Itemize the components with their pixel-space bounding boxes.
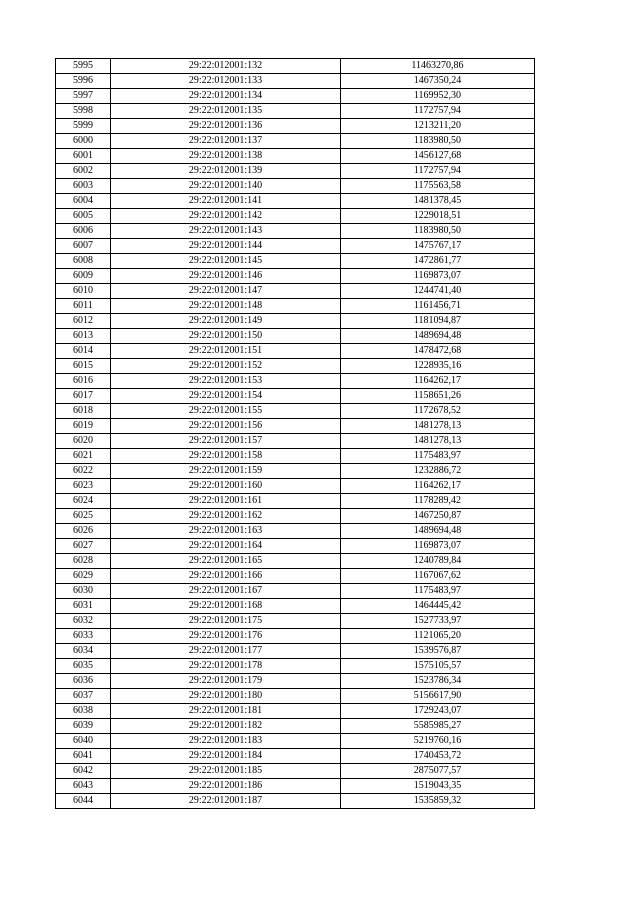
table-body [56, 59, 535, 809]
table-row [56, 734, 535, 749]
row-number-cell: 5999 [56, 119, 111, 134]
table-row [56, 689, 535, 704]
cadastral-number-cell: 29:22:012001:185 [111, 764, 341, 779]
value-cell: 1539576,87 [341, 644, 535, 659]
row-number-cell: 6014 [56, 344, 111, 359]
value-cell: 1158651,26 [341, 389, 535, 404]
cadastral-number-cell: 29:22:012001:176 [111, 629, 341, 644]
row-number-cell: 6012 [56, 314, 111, 329]
cadastral-number-cell: 29:22:012001:159 [111, 464, 341, 479]
row-number-cell: 6042 [56, 764, 111, 779]
row-number-cell: 6039 [56, 719, 111, 734]
cadastral-number-cell: 29:22:012001:158 [111, 449, 341, 464]
cadastral-number-cell: 29:22:012001:144 [111, 239, 341, 254]
value-cell: 1183980,50 [341, 224, 535, 239]
table-row [56, 779, 535, 794]
value-cell: 1229018,51 [341, 209, 535, 224]
row-number-cell: 6022 [56, 464, 111, 479]
value-cell: 1172678,52 [341, 404, 535, 419]
value-cell: 1478472,68 [341, 344, 535, 359]
table-row [56, 164, 535, 179]
table-row [56, 59, 535, 74]
cadastral-number-cell: 29:22:012001:162 [111, 509, 341, 524]
table-row [56, 269, 535, 284]
row-number-cell: 6013 [56, 329, 111, 344]
table-row [56, 254, 535, 269]
row-number-cell: 6005 [56, 209, 111, 224]
table-row [56, 704, 535, 719]
row-number-cell: 6030 [56, 584, 111, 599]
value-cell: 1169952,30 [341, 89, 535, 104]
table-row [56, 104, 535, 119]
row-number-cell: 6025 [56, 509, 111, 524]
table-row [56, 329, 535, 344]
table-row [56, 449, 535, 464]
cadastral-number-cell: 29:22:012001:139 [111, 164, 341, 179]
table-row [56, 194, 535, 209]
table-row [56, 404, 535, 419]
table-row [56, 479, 535, 494]
row-number-cell: 6018 [56, 404, 111, 419]
table-row [56, 344, 535, 359]
cadastral-number-cell: 29:22:012001:141 [111, 194, 341, 209]
row-number-cell: 6036 [56, 674, 111, 689]
table-row [56, 89, 535, 104]
value-cell: 1489694,48 [341, 329, 535, 344]
table-row [56, 224, 535, 239]
cadastral-number-cell: 29:22:012001:157 [111, 434, 341, 449]
value-cell: 1244741,40 [341, 284, 535, 299]
table-row [56, 569, 535, 584]
value-cell: 1464445,42 [341, 599, 535, 614]
table-row [56, 494, 535, 509]
cadastral-number-cell: 29:22:012001:166 [111, 569, 341, 584]
value-cell: 1475767,17 [341, 239, 535, 254]
cadastral-number-cell: 29:22:012001:180 [111, 689, 341, 704]
value-cell: 1169873,07 [341, 269, 535, 284]
row-number-cell: 6032 [56, 614, 111, 629]
value-cell: 1523786,34 [341, 674, 535, 689]
cadastral-number-cell: 29:22:012001:167 [111, 584, 341, 599]
cadastral-number-cell: 29:22:012001:137 [111, 134, 341, 149]
table-row [56, 284, 535, 299]
table-row [56, 434, 535, 449]
row-number-cell: 6008 [56, 254, 111, 269]
value-cell: 1175483,97 [341, 449, 535, 464]
row-number-cell: 5995 [56, 59, 111, 74]
row-number-cell: 6027 [56, 539, 111, 554]
cadastral-number-cell: 29:22:012001:165 [111, 554, 341, 569]
table-row [56, 614, 535, 629]
value-cell: 1161456,71 [341, 299, 535, 314]
cadastral-number-cell: 29:22:012001:163 [111, 524, 341, 539]
data-table [55, 58, 535, 809]
table-row [56, 659, 535, 674]
value-cell: 5585985,27 [341, 719, 535, 734]
cadastral-number-cell: 29:22:012001:160 [111, 479, 341, 494]
row-number-cell: 6044 [56, 794, 111, 809]
table-row [56, 629, 535, 644]
table-row [56, 509, 535, 524]
row-number-cell: 6024 [56, 494, 111, 509]
cadastral-number-cell: 29:22:012001:154 [111, 389, 341, 404]
value-cell: 1181094,87 [341, 314, 535, 329]
value-cell: 1489694,48 [341, 524, 535, 539]
cadastral-number-cell: 29:22:012001:161 [111, 494, 341, 509]
row-number-cell: 6003 [56, 179, 111, 194]
table-row [56, 719, 535, 734]
row-number-cell: 6011 [56, 299, 111, 314]
row-number-cell: 6035 [56, 659, 111, 674]
cadastral-number-cell: 29:22:012001:182 [111, 719, 341, 734]
row-number-cell: 6041 [56, 749, 111, 764]
value-cell: 1575105,57 [341, 659, 535, 674]
value-cell: 1213211,20 [341, 119, 535, 134]
row-number-cell: 6034 [56, 644, 111, 659]
table-row [56, 149, 535, 164]
row-number-cell: 6015 [56, 359, 111, 374]
cadastral-number-cell: 29:22:012001:142 [111, 209, 341, 224]
value-cell: 1472861,77 [341, 254, 535, 269]
cadastral-number-cell: 29:22:012001:156 [111, 419, 341, 434]
table-row [56, 179, 535, 194]
row-number-cell: 6023 [56, 479, 111, 494]
table-row [56, 524, 535, 539]
table-row [56, 584, 535, 599]
cadastral-number-cell: 29:22:012001:133 [111, 74, 341, 89]
value-cell: 5156617,90 [341, 689, 535, 704]
cadastral-number-cell: 29:22:012001:148 [111, 299, 341, 314]
row-number-cell: 6019 [56, 419, 111, 434]
value-cell: 1172757,94 [341, 104, 535, 119]
row-number-cell: 6000 [56, 134, 111, 149]
cadastral-number-cell: 29:22:012001:132 [111, 59, 341, 74]
cadastral-number-cell: 29:22:012001:164 [111, 539, 341, 554]
value-cell: 2875077,57 [341, 764, 535, 779]
row-number-cell: 6033 [56, 629, 111, 644]
value-cell: 1175483,97 [341, 584, 535, 599]
cadastral-number-cell: 29:22:012001:152 [111, 359, 341, 374]
table-row [56, 764, 535, 779]
cadastral-number-cell: 29:22:012001:177 [111, 644, 341, 659]
row-number-cell: 6002 [56, 164, 111, 179]
value-cell: 1535859,32 [341, 794, 535, 809]
value-cell: 1481278,13 [341, 434, 535, 449]
row-number-cell: 6001 [56, 149, 111, 164]
table-row [56, 419, 535, 434]
value-cell: 1467350,24 [341, 74, 535, 89]
value-cell: 5219760,16 [341, 734, 535, 749]
table-row [56, 239, 535, 254]
row-number-cell: 6006 [56, 224, 111, 239]
value-cell: 1519043,35 [341, 779, 535, 794]
row-number-cell: 6029 [56, 569, 111, 584]
row-number-cell: 5997 [56, 89, 111, 104]
row-number-cell: 6017 [56, 389, 111, 404]
row-number-cell: 6004 [56, 194, 111, 209]
table-row [56, 464, 535, 479]
cadastral-number-cell: 29:22:012001:155 [111, 404, 341, 419]
cadastral-number-cell: 29:22:012001:186 [111, 779, 341, 794]
cadastral-number-cell: 29:22:012001:134 [111, 89, 341, 104]
cadastral-number-cell: 29:22:012001:168 [111, 599, 341, 614]
row-number-cell: 6021 [56, 449, 111, 464]
cadastral-number-cell: 29:22:012001:145 [111, 254, 341, 269]
cadastral-number-cell: 29:22:012001:151 [111, 344, 341, 359]
table-row [56, 314, 535, 329]
table-row [56, 209, 535, 224]
value-cell: 1172757,94 [341, 164, 535, 179]
value-cell: 1164262,17 [341, 479, 535, 494]
cadastral-number-cell: 29:22:012001:135 [111, 104, 341, 119]
cadastral-number-cell: 29:22:012001:181 [111, 704, 341, 719]
row-number-cell: 6037 [56, 689, 111, 704]
cadastral-number-cell: 29:22:012001:147 [111, 284, 341, 299]
row-number-cell: 5998 [56, 104, 111, 119]
cadastral-number-cell: 29:22:012001:153 [111, 374, 341, 389]
value-cell: 1169873,07 [341, 539, 535, 554]
cadastral-number-cell: 29:22:012001:184 [111, 749, 341, 764]
row-number-cell: 6010 [56, 284, 111, 299]
value-cell: 11463270,86 [341, 59, 535, 74]
value-cell: 1228935,16 [341, 359, 535, 374]
table-row [56, 599, 535, 614]
table-row [56, 539, 535, 554]
value-cell: 1467250,87 [341, 509, 535, 524]
cadastral-number-cell: 29:22:012001:150 [111, 329, 341, 344]
cadastral-number-cell: 29:22:012001:138 [111, 149, 341, 164]
table-row [56, 389, 535, 404]
value-cell: 1232886,72 [341, 464, 535, 479]
table-row [56, 374, 535, 389]
cadastral-number-cell: 29:22:012001:146 [111, 269, 341, 284]
row-number-cell: 6026 [56, 524, 111, 539]
value-cell: 1456127,68 [341, 149, 535, 164]
value-cell: 1240789,84 [341, 554, 535, 569]
table-row [56, 74, 535, 89]
table-row [56, 299, 535, 314]
value-cell: 1481278,13 [341, 419, 535, 434]
table-row [56, 749, 535, 764]
table-row [56, 674, 535, 689]
cadastral-number-cell: 29:22:012001:140 [111, 179, 341, 194]
cadastral-number-cell: 29:22:012001:149 [111, 314, 341, 329]
table-row [56, 134, 535, 149]
value-cell: 1178289,42 [341, 494, 535, 509]
table-row [56, 554, 535, 569]
row-number-cell: 6016 [56, 374, 111, 389]
value-cell: 1481378,45 [341, 194, 535, 209]
table-row [56, 644, 535, 659]
table-row [56, 794, 535, 809]
cadastral-number-cell: 29:22:012001:136 [111, 119, 341, 134]
row-number-cell: 6020 [56, 434, 111, 449]
value-cell: 1121065,20 [341, 629, 535, 644]
value-cell: 1175563,58 [341, 179, 535, 194]
cadastral-number-cell: 29:22:012001:175 [111, 614, 341, 629]
row-number-cell: 6028 [56, 554, 111, 569]
cadastral-number-cell: 29:22:012001:178 [111, 659, 341, 674]
row-number-cell: 6043 [56, 779, 111, 794]
cadastral-number-cell: 29:22:012001:187 [111, 794, 341, 809]
value-cell: 1164262,17 [341, 374, 535, 389]
row-number-cell: 6009 [56, 269, 111, 284]
row-number-cell: 6038 [56, 704, 111, 719]
cadastral-number-cell: 29:22:012001:179 [111, 674, 341, 689]
row-number-cell: 5996 [56, 74, 111, 89]
cadastral-number-cell: 29:22:012001:143 [111, 224, 341, 239]
row-number-cell: 6040 [56, 734, 111, 749]
value-cell: 1167067,62 [341, 569, 535, 584]
row-number-cell: 6031 [56, 599, 111, 614]
table-row [56, 359, 535, 374]
table-row [56, 119, 535, 134]
value-cell: 1729243,07 [341, 704, 535, 719]
value-cell: 1527733,97 [341, 614, 535, 629]
value-cell: 1183980,50 [341, 134, 535, 149]
cadastral-number-cell: 29:22:012001:183 [111, 734, 341, 749]
value-cell: 1740453,72 [341, 749, 535, 764]
row-number-cell: 6007 [56, 239, 111, 254]
